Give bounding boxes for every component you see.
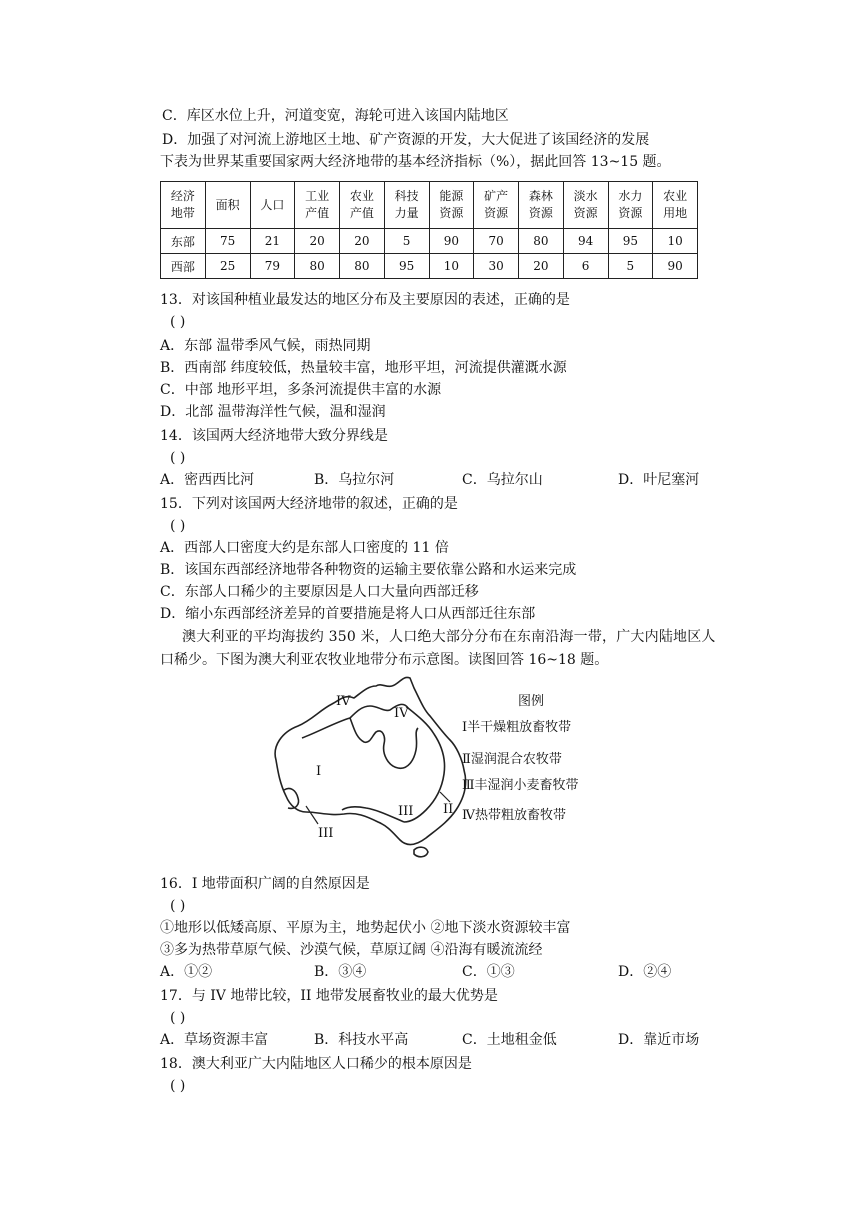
table-cell: 79 [250,254,295,279]
table-cell: 90 [653,254,698,279]
q13-option-c: C．中部 地形平坦，多条河流提供丰富的水源 [160,382,442,398]
table-cell: 80 [295,254,340,279]
table-header-cell: 工业 产值 [295,182,340,229]
australia-agriculture-map [258,672,630,860]
australia-coastline [275,677,465,844]
question-17: 17．与 IV 地带比较，II 地带发展畜牧业的最大优势是 [160,988,498,1004]
table-header-cell: 经济 地带 [161,182,206,229]
q16-statements-2: ③多为热带草原气候、沙漠气候，草原辽阔 ④沿海有暖流流经 [160,942,543,958]
q17-option-d: D．靠近市场 [618,1032,700,1048]
table-cell: 95 [608,229,653,254]
q17-option-a: A．草场资源丰富 [160,1032,269,1048]
legend-item-2: Ⅱ湿润混合农牧带 [462,752,562,767]
answer-blank: ( ) [170,1078,186,1094]
table-cell: 东部 [161,229,206,254]
q14-options [160,470,720,490]
q15-option-b: B．该国东西部经济地带各种物资的运输主要依靠公路和水运来完成 [160,562,577,578]
answer-blank: ( ) [170,450,186,466]
map-intro-line-2: 口稀少。下图为澳大利亚农牧业地带分布示意图。读图回答 16~18 题。 [160,652,609,668]
question-13: 13．对该国种植业最发达的地区分布及主要原因的表述，正确的是 [160,292,570,308]
table-header-cell: 农业 用地 [653,182,698,229]
map-intro-line-1: 澳大利亚的平均海拔约 350 米，人口绝大部分分布在东南沿海一带，广大内陆地区人 [182,629,716,645]
q16-option-b: B．③④ [314,964,367,980]
answer-blank: ( ) [170,1010,186,1026]
table-cell: 80 [340,254,385,279]
q15-option-a: A．西部人口密度大约是东部人口密度的 11 倍 [160,540,449,556]
table-cell: 5 [608,254,653,279]
q17-option-b: B．科技水平高 [314,1032,409,1048]
pointer-line-iii [306,806,318,824]
q13-option-d: D．北部 温带海洋性气候，温和湿润 [160,404,386,420]
table-cell: 20 [519,254,564,279]
map-label-ii: II [443,802,454,817]
map-label-iii-south: III [398,804,414,819]
table-cell: 6 [563,254,608,279]
q16-options [160,962,720,982]
map-label-iv-north: IV [336,694,351,709]
legend-item-3: Ⅲ丰湿润小麦畜牧带 [462,778,579,793]
table-header-cell: 能源 资源 [429,182,474,229]
q14-option-c: C．乌拉尔山 [462,472,543,488]
table-cell: 20 [340,229,385,254]
table-cell: 20 [295,229,340,254]
q13-option-b: B．西南部 纬度较低，热量较丰富，地形平坦，河流提供灌溉水源 [160,360,567,376]
q14-option-a: A．密西西比河 [160,472,255,488]
table-cell: 10 [653,229,698,254]
q15-option-d: D．缩小东西部经济差异的首要措施是将人口从西部迁往东部 [160,606,536,622]
table-header-cell: 人口 [250,182,295,229]
map-label-i: I [316,764,322,779]
prev-option-d: D．加强了对河流上游地区土地、矿产资源的开发，大大促进了该国经济的发展 [162,132,650,148]
table-header-cell: 科技 力量 [384,182,429,229]
q17-options [160,1030,720,1050]
table-row [161,254,698,279]
table-cell: 75 [205,229,250,254]
table-cell: 5 [384,229,429,254]
prev-option-c: C．库区水位上升，河道变宽，海轮可进入该国内陆地区 [162,108,509,124]
answer-blank: ( ) [170,898,186,914]
table-header-row [161,182,698,229]
economic-indicator-table [160,181,698,279]
map-label-iv-east: IV [394,706,409,721]
q15-option-c: C．东部人口稀少的主要原因是人口大量向西部迁移 [160,584,479,600]
answer-blank: ( ) [170,314,186,330]
table-cell: 90 [429,229,474,254]
table-cell: 21 [250,229,295,254]
table-intro: 下表为世界某重要国家两大经济地带的基本经济指标（%），据此回答 13~15 题。 [160,154,671,170]
table-header-cell: 农业 产值 [340,182,385,229]
table-cell: 95 [384,254,429,279]
table-row [161,229,698,254]
q16-option-d: D．②④ [618,964,672,980]
table-header-cell: 水力 资源 [608,182,653,229]
table-cell: 25 [205,254,250,279]
question-18: 18．澳大利亚广大内陆地区人口稀少的根本原因是 [160,1056,472,1072]
q13-option-a: A．东部 温带季风气候，雨热同期 [160,338,371,354]
legend-item-4: Ⅳ热带粗放畜牧带 [462,808,566,823]
table-header-cell: 面积 [205,182,250,229]
tasmania [414,847,428,857]
q16-option-c: C．①③ [462,964,515,980]
table-cell: 西部 [161,254,206,279]
question-14: 14．该国两大经济地带大致分界线是 [160,428,388,444]
table-cell: 94 [563,229,608,254]
question-16: 16．I 地带面积广阔的自然原因是 [160,876,370,892]
q17-option-c: C．土地租金低 [462,1032,557,1048]
table-cell: 10 [429,254,474,279]
table-cell: 80 [519,229,564,254]
q14-option-d: D．叶尼塞河 [618,472,700,488]
map-label-iii-west: III [318,826,334,841]
legend-item-1: Ⅰ半干燥粗放畜牧带 [462,720,572,735]
table-header-cell: 淡水 资源 [563,182,608,229]
question-15: 15．下列对该国两大经济地带的叙述，正确的是 [160,496,458,512]
q16-statements-1: ①地形以低矮高原、平原为主，地势起伏小 ②地下淡水资源较丰富 [160,920,571,936]
table-header-cell: 矿产 资源 [474,182,519,229]
zone-boundary-inner [350,718,418,768]
table-cell: 30 [474,254,519,279]
table-header-cell: 森林 资源 [519,182,564,229]
pointer-line-ii [440,792,450,802]
legend-title: 图例 [518,694,545,709]
table-cell: 70 [474,229,519,254]
answer-blank: ( ) [170,518,186,534]
q14-option-b: B．乌拉尔河 [314,472,395,488]
q16-option-a: A．①② [160,964,213,980]
